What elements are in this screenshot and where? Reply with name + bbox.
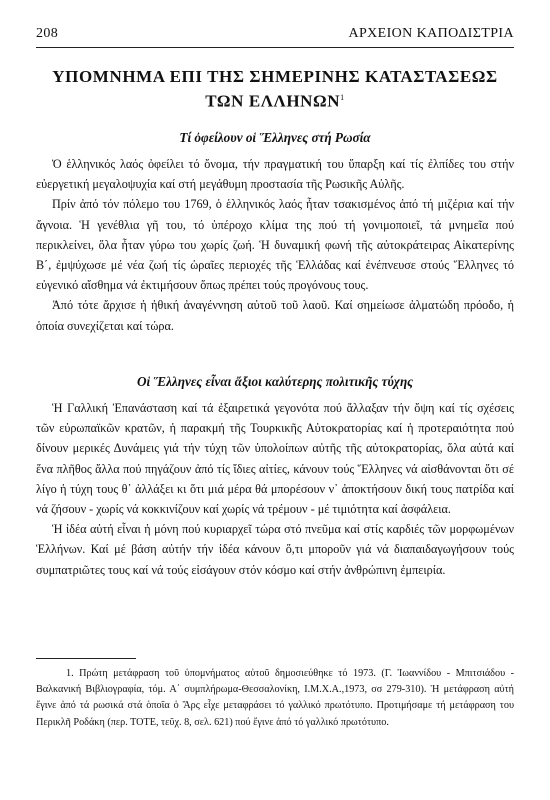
paragraph: Ἡ Γαλλική Ἐπανάσταση καί τά ἐξαιρετικά γεγονότα πού ἄλλαξαν τήν ὄψη καί τίς σχέσεις τῶν εὐρωπαϊκῶν κρατῶν, ἡ παρακμή τῆς Τουρκικῆς Αὐτοκρατορίας καί ἡ προτεραιότητα πού δίνουν μερικές Δυνάμεις γιά τήν τύχη τῶν ὑπολοίπων αὐτῆς τῆς αὐτοκρατορίας, ὅλα αὐτά καί ἕνα πλῆθος ἄλλα πού πηγάζουν ἀπό τίς ἴδιες αἰτίες, κάνουν τούς Ἕλληνες νά αἰσθάνονται ὅτι σέ λίγο ἡ τύχη τους θ᾽ ἀλλάξει κι ὅτι μιά μέρα θά μπορέσουν ν᾽ ἀποκτήσουν δική τους πατρίδα καί νά ζήσουν - χωρίς νά κοκκινίζουν καί χωρίς νά τρέμουν - μέ τιμιότητα καί ἀσφάλεια.	[36, 401, 514, 517]
paragraph: Ὁ ἑλληνικός λαός ὀφείλει τό ὄνομα, τήν πραγματική του ὕπαρξη καί τίς ἐλπίδες του στήν εὐεργετική μεγαλοψυχία καί στή μεγάθυμη προστασία τῆς Ρωσικῆς Αὐλῆς.	[36, 157, 514, 192]
paragraph: Ἡ ἰδέα αὐτή εἶναι ἡ μόνη πού κυριαρχεῖ τώρα στό πνεῦμα καί στίς καρδιές τῶν μορφωμένων Ἑλλήνων. Καί μέ βάση αὐτήν τήν ἰδέα κάνουν ὅ,τι μποροῦν γιά νά διαπαιδαγωγήσουν τούς συμπατριῶτες τους καί νά τούς εἰσάγουν στόν κόσμο καί στήν ἀνθρώπινη ἐμπειρία.	[36, 522, 514, 577]
title-footnote-ref: 1	[340, 93, 345, 102]
title-line-1: ΥΠΟΜΝΗΜΑ ΕΠΙ ΤΗΣ ΣΗΜΕΡΙΝΗΣ ΚΑΤΑΣΤΑΣΕΩΣ	[52, 67, 498, 86]
running-header	[36, 26, 514, 42]
footnote-rule	[36, 658, 136, 659]
footnote-text: 1. Πρώτη μετάφραση τοῦ ὑπομνήματος αὐτοῦ δημοσιεύθηκε τό 1973. (Γ. Ἰωαννίδου - Μπιτσιάδου - Βαλκανική Βιβλιογραφία, τόμ. Α΄ συμπλήρωμα-Θεσσαλονίκη, Ι.Μ.Χ.Α.,1973, σσ 279-310). Ἡ μετάφραση αὐτή ἔγινε ἀπό τά ρωσικά στά ὁποῖα ὁ Ἄρς εἶχε μεταφράσει τό γαλλικό πρωτότυπο. Προτιμήσαμε τή μετάφραση του Περικλῆ Ροδάκη (περ. ΤΟΤΕ, τεῦχ. 8, σελ. 621) πού ἔγινε ἀπό τό γαλλικό πρωτότυπο.	[36, 668, 514, 728]
footnote	[36, 666, 514, 731]
title-line-2: ΤΩΝ ΕΛΛΗΝΩΝ	[205, 91, 341, 111]
section-heading-russia: Τί ὀφείλουν οἱ Ἕλληνες στή Ρωσία	[179, 130, 371, 145]
paragraph: Πρίν ἀπό τόν πόλεμο του 1769, ὁ ἑλληνικός λαός ἦταν τσακισμένος ἀπό τή μιζέρια καί τήν ἄγνοια. Ἡ γενέθλια γῆ του, τό ὑπέροχο κλίμα της πού τή γονιμοποιεῖ, τά μνημεῖα πού περικλείνει, ὅλα ἦταν γύρω του χωρίς ζωή. Ἡ δυναμική φωνή τῆς αὐτοκράτειρας Αἰκατερίνης Β΄, ἐμψύχωσε μέ νέα ζωή τίς ὡραῖες περιοχές τῆς Ἑλλάδας καί ἐνέπνευσε στούς Ἕλληνες τό εὐγενικό αἴσθημα νά ἐκτιμήσουν ὅπως πρέπει τούς προγόνους τους.	[36, 197, 514, 293]
page-number: 208	[36, 26, 59, 41]
header-rule	[36, 47, 514, 48]
paragraph: Ἀπό τότε ἄρχισε ἡ ἠθική ἀναγέννηση αὐτοῦ τοῦ λαοῦ. Καί σημείωσε ἀλματώδη πρόοδο, ἡ ὁποία συνεχίζεται καί τώρα.	[36, 298, 514, 333]
running-title: ΑΡΧΕΙΟΝ ΚΑΠΟΔΙΣΤΡΙΑ	[348, 26, 514, 41]
section-body-political-fortune	[36, 398, 514, 580]
document-title	[36, 66, 514, 112]
section-body-russia	[36, 154, 514, 336]
section-heading-political-fortune: Οἱ Ἕλληνες εἶναι ἄξιοι καλύτερης πολιτικῆς τύχης	[136, 374, 414, 389]
